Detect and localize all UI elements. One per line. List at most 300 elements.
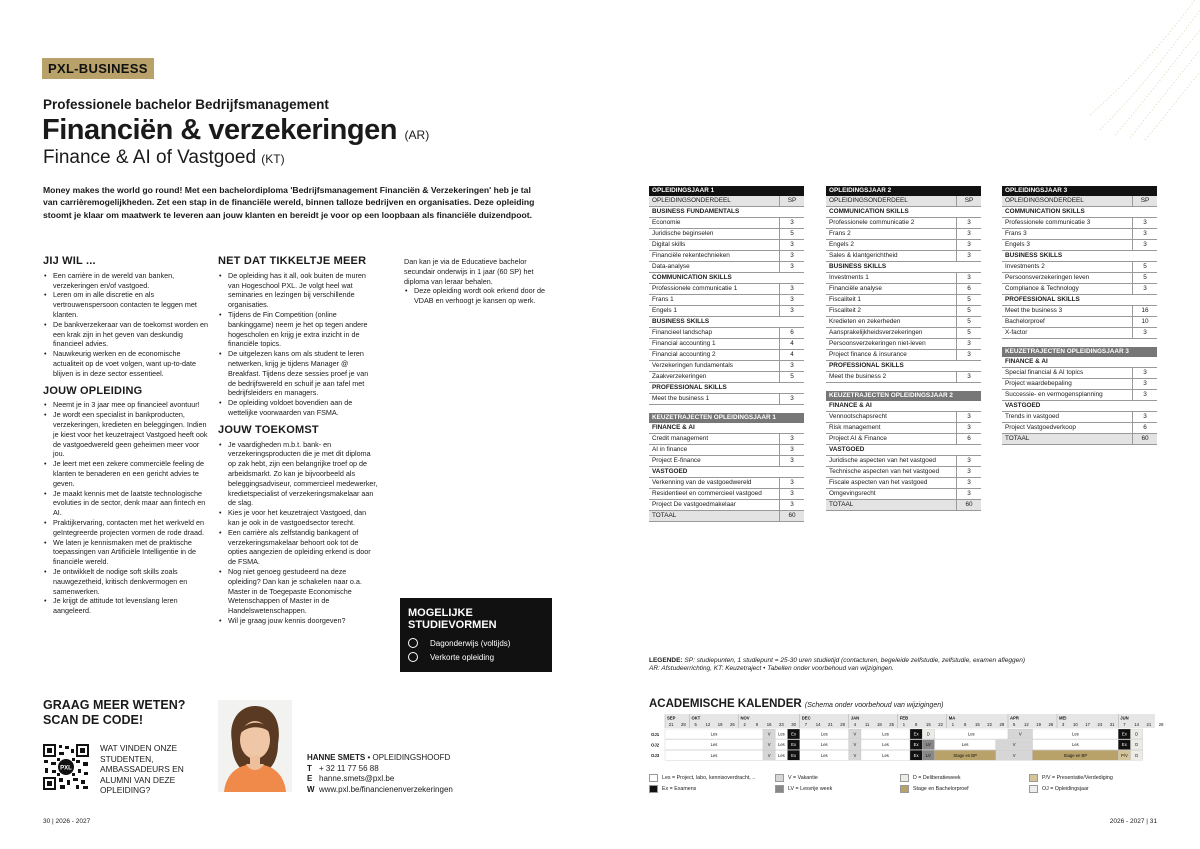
week-date-label: 28	[681, 722, 686, 727]
legend-text: OJ = Opleidingsjaar	[1042, 786, 1089, 792]
jij-wil-heading: JIJ WIL ...	[43, 255, 96, 267]
course-name: Successie- en vermogensplanning	[1002, 390, 1133, 401]
month-label: MEI	[1059, 715, 1067, 721]
meer-weten-heading	[43, 698, 185, 728]
net-dat-list	[218, 271, 378, 418]
course-sp: 6	[1133, 423, 1158, 434]
course-sp: 3	[780, 284, 805, 295]
calendar-segment-label: V	[853, 752, 857, 758]
calendar-segment-label: Les	[1071, 731, 1079, 737]
legend-label: LEGENDE:	[649, 657, 683, 664]
course-sp	[957, 445, 982, 456]
course-name: Frans 2	[826, 229, 957, 240]
calendar-segment-label: Les	[882, 752, 889, 758]
contact-phone-line	[307, 764, 453, 775]
calendar-segment-label: D	[1135, 731, 1139, 737]
calendar-segment-label: LV	[925, 742, 931, 748]
course-name: Bachelorproef	[1002, 317, 1133, 328]
list-item: • Neemt je in 3 jaar mee op financieel avontuur!	[53, 400, 208, 410]
contact-email[interactable]: hanne.smets@pxl.be	[319, 774, 395, 783]
legend-text: LV = Lesvrije week	[788, 786, 833, 792]
course-row	[649, 295, 804, 306]
course-sp: 3	[780, 456, 805, 467]
contact-block	[307, 753, 453, 795]
page-title-secondary	[43, 147, 285, 169]
table-header-row	[649, 186, 804, 196]
course-row	[826, 467, 981, 478]
course-sp: 3	[780, 394, 805, 405]
category-row	[649, 273, 804, 284]
legend-swatch	[900, 774, 909, 782]
title2-text: Finance & AI of Vastgoed	[43, 147, 257, 168]
list-item: • Deze opleiding wordt ook erkend door de VDAB en verhoogt je kansen op werk.	[414, 286, 554, 306]
course-sp: 60	[1133, 434, 1158, 445]
course-sp: 3	[780, 262, 805, 273]
course-row	[1002, 328, 1157, 339]
course-name: PROFESSIONAL SKILLS	[826, 361, 957, 372]
contact-phone[interactable]: + 32 11 77 56 88	[319, 763, 379, 773]
course-sp: 3	[1133, 218, 1158, 229]
calendar-legend-item	[775, 774, 818, 782]
course-sp	[957, 401, 982, 412]
course-name: OPLEIDINGSONDERDEEL	[826, 196, 957, 207]
course-name: Engels 2	[826, 240, 957, 251]
course-sp: 3	[780, 478, 805, 489]
week-date-label: 7	[1123, 722, 1126, 727]
course-row	[826, 383, 981, 392]
course-name: Sales & klantgerichtheid	[826, 251, 957, 262]
course-sp: 3	[957, 412, 982, 423]
table-header-row	[1002, 186, 1157, 196]
contact-web-line	[307, 785, 453, 796]
year-label: OJ2	[651, 742, 660, 748]
week-date-label: 21	[1146, 722, 1152, 727]
calendar-segment-label: Les	[882, 742, 889, 748]
total-row	[1002, 434, 1157, 445]
calendar-segment-label: D	[1135, 752, 1139, 758]
clock-circle-icon	[408, 652, 418, 662]
course-row	[826, 456, 981, 467]
week-date-label: 5	[694, 722, 697, 727]
course-sp: 3	[957, 456, 982, 467]
list-item: • De uitgelezen kans om als student te leren netwerken, krijg je tijdens Manager @ Breakfast. Tijdens deze sessies proef je van de bedrijfswereld en schuif je aan tafel met bedrijfsleiders en managers.	[228, 349, 378, 398]
week-date-label: 1	[951, 722, 955, 727]
faculty-badge: PXL-BUSINESS	[42, 58, 154, 79]
week-date-label: 16	[766, 722, 772, 727]
legend-swatch	[649, 774, 658, 782]
calendar-legend-item	[775, 785, 832, 793]
contact-photo	[218, 700, 292, 792]
curriculum-table-year-2	[826, 186, 981, 511]
course-name: Fiscaliteit 2	[826, 306, 957, 317]
week-date-label: 26	[1048, 722, 1054, 727]
year-label: OJ1	[651, 731, 660, 737]
calendar-segment-label: Ex	[913, 752, 919, 758]
course-sp	[780, 405, 805, 414]
course-name: KEUZETRAJECTEN OPLEIDINGSJAAR 1	[649, 413, 780, 423]
jouw-toekomst-list	[218, 440, 378, 626]
course-name: Vennootschapsrecht	[826, 412, 957, 423]
week-date-label: 8	[963, 722, 967, 727]
course-row	[1002, 273, 1157, 284]
course-name: OPLEIDINGSJAAR 2	[826, 186, 957, 196]
course-name: VASTGOED	[649, 467, 780, 478]
studievormen-box	[400, 598, 552, 672]
list-item: • Je maakt kennis met de laatste technologische evoluties in de sector, denk maar aan fintech en AI.	[53, 489, 208, 518]
course-name: Financiële analyse	[826, 284, 957, 295]
week-date-label: 22	[938, 722, 943, 727]
category-row	[649, 317, 804, 328]
course-sp	[1133, 207, 1158, 218]
legend-text: Les = Project, labo, kennisoverdracht, ..	[662, 775, 756, 781]
course-name: Fiscale aspecten van het vastgoed	[826, 478, 957, 489]
course-sp	[780, 186, 805, 196]
course-row	[826, 273, 981, 284]
course-name: COMMUNICATION SKILLS	[1002, 207, 1133, 218]
course-sp: 60	[780, 511, 805, 522]
calendar-segment-label: Les	[820, 731, 828, 737]
calendar-segment-label: Les	[820, 752, 828, 758]
course-row	[1002, 368, 1157, 379]
course-sp: 5	[957, 328, 982, 339]
course-sp	[957, 186, 982, 196]
qr-code-icon[interactable]	[43, 744, 89, 790]
course-row	[826, 196, 981, 207]
course-sp	[1133, 295, 1158, 306]
course-sp	[957, 383, 982, 392]
course-name: OPLEIDINGSONDERDEEL	[649, 196, 780, 207]
course-name: Risk management	[826, 423, 957, 434]
list-item: • Tijdens de Fin Competition (online bankinggame) neem je het op tegen andere hogescholen en krijg je extra inzicht in de financiële topics.	[228, 310, 378, 349]
week-date-label: 19	[1036, 722, 1041, 727]
jouw-toekomst-heading: JOUW TOEKOMST	[218, 423, 319, 436]
course-sp: 6	[957, 434, 982, 445]
course-row	[1002, 262, 1157, 273]
course-sp: SP	[780, 196, 805, 207]
course-sp: 3	[780, 500, 805, 511]
course-sp: 5	[780, 229, 805, 240]
contact-web[interactable]: www.pxl.be/financienenverzekeringen	[319, 784, 453, 794]
list-item: • Je vaardigheden m.b.t. bank- en verzekeringsproducten die je met dit diploma op zak hebt, zijn een belangrijke troef op de arbeidsmarkt. Zo kan je bijvoorbeeld als beleggingsadviseur, commercieel medewerker, kredietspecialist of verzekeringsmakelaar aan de slag.	[228, 440, 378, 509]
course-row	[826, 218, 981, 229]
legend-swatch	[649, 785, 658, 793]
course-sp	[780, 467, 805, 478]
category-row	[1002, 295, 1157, 306]
studievorm-option-dag	[408, 638, 510, 648]
course-name: Professionele communicatie 3	[1002, 218, 1133, 229]
month-label: SEP	[667, 715, 676, 721]
calendar-segment-label: Les	[710, 731, 718, 737]
calendar-note: (Schema onder voorbehoud van wijzigingen)	[804, 702, 944, 709]
course-sp: 3	[957, 339, 982, 350]
course-row	[649, 489, 804, 500]
course-sp	[780, 317, 805, 328]
calendar-segment-label: Les	[1071, 742, 1079, 748]
course-name: Investments 2	[1002, 262, 1133, 273]
course-sp: 3	[780, 251, 805, 262]
course-sp: 3	[780, 295, 805, 306]
week-date-label: 5	[1012, 722, 1016, 727]
course-name: Engels 3	[1002, 240, 1133, 251]
course-sp	[780, 207, 805, 218]
column-1	[43, 257, 208, 624]
course-row	[826, 434, 981, 445]
calendar-segment-label: V	[853, 731, 857, 737]
studievorm-label: Dagonderwijs (voltijds)	[430, 638, 511, 648]
week-date-label: 21	[828, 722, 833, 727]
course-sp: 3	[780, 306, 805, 317]
course-row	[649, 361, 804, 372]
course-sp	[780, 273, 805, 284]
course-sp: 3	[1133, 390, 1158, 401]
course-name: Compliance & Technology	[1002, 284, 1133, 295]
course-sp	[957, 207, 982, 218]
curriculum-table-year-1	[649, 186, 804, 522]
course-sp	[1133, 357, 1158, 368]
list-item: • De bankverzekeraar van de toekomst worden en een krak zijn in het geven van deskundig financieel advies.	[53, 320, 208, 349]
course-sp: 10	[1133, 317, 1158, 328]
course-row	[1002, 423, 1157, 434]
course-name: Project AI & Finance	[826, 434, 957, 445]
course-sp	[780, 383, 805, 394]
course-sp: 3	[957, 423, 982, 434]
course-name	[826, 383, 957, 392]
course-row	[1002, 229, 1157, 240]
calendar-segment-label: P/V	[1121, 752, 1128, 758]
course-row	[649, 240, 804, 251]
course-name: Zaakverzekeringen	[649, 372, 780, 383]
category-row	[826, 262, 981, 273]
month-label: JUN	[1120, 715, 1129, 721]
week-date-label: 4	[853, 722, 857, 727]
course-row	[1002, 306, 1157, 317]
calendar-segment-label: Les	[967, 731, 975, 737]
month-label: JAN	[850, 715, 860, 721]
course-name: Project De vastgoedmakelaar	[649, 500, 780, 511]
course-row	[826, 489, 981, 500]
course-sp: 5	[957, 295, 982, 306]
course-name: Project Vastgoedverkoop	[1002, 423, 1133, 434]
month-label: MA	[948, 715, 956, 721]
course-sp: 3	[1133, 379, 1158, 390]
course-row	[826, 284, 981, 295]
curriculum-legend	[649, 657, 1069, 673]
list-item: • Je wordt een specialist in bankproducten, verzekeringen, kredieten en beleggingen. Indien je kiest voor het keuzetraject Vastgoed heeft ook de vastgoedwereld geen geheimen meer voor jou.	[53, 410, 208, 459]
legend-line2: AR: Afstudeerrichting, KT: Keuzetraject • Tabellen onder voorbehoud van wijzigingen.	[649, 665, 894, 673]
course-name: COMMUNICATION SKILLS	[649, 273, 780, 284]
week-date-label: 29	[999, 722, 1005, 727]
course-row	[826, 295, 981, 306]
course-sp: 3	[957, 467, 982, 478]
course-row	[649, 394, 804, 405]
calendar-legend-item	[900, 774, 961, 782]
category-row	[1002, 401, 1157, 412]
course-sp: SP	[1133, 196, 1158, 207]
course-name: BUSINESS SKILLS	[826, 262, 957, 273]
category-row	[826, 361, 981, 372]
calendar-segment-label: Les	[710, 742, 718, 748]
total-row	[649, 511, 804, 522]
calendar-segment-label: Stage en BP	[1063, 752, 1088, 758]
course-row	[826, 229, 981, 240]
month-label: APR	[1010, 715, 1019, 721]
list-item: • Nog niet genoeg gestudeerd na deze opleiding? Dan kan je schakelen naar o.a. Master in de Toegepaste Economische Wetenschappen of Master in de Handelswetenschappen.	[228, 567, 378, 616]
course-row	[649, 196, 804, 207]
course-row	[1002, 317, 1157, 328]
course-name: BUSINESS SKILLS	[649, 317, 780, 328]
course-row	[826, 306, 981, 317]
category-row	[826, 445, 981, 456]
course-name: Technische aspecten van het vastgoed	[826, 467, 957, 478]
studievorm-option-verkort	[408, 652, 494, 662]
course-sp	[1133, 339, 1158, 348]
course-sp	[1133, 186, 1158, 196]
title-tag: (AR)	[404, 128, 430, 142]
calendar-segment-label: Les	[710, 752, 718, 758]
week-date-label: 11	[864, 722, 870, 727]
category-row	[1002, 251, 1157, 262]
course-name: Professionele communicatie 1	[649, 284, 780, 295]
course-row	[826, 317, 981, 328]
circle-icon	[408, 638, 418, 648]
course-row	[1002, 339, 1157, 348]
list-item: • Wil je graag jouw kennis doorgeven?	[228, 616, 378, 626]
contact-name: HANNE SMETS	[307, 753, 366, 762]
course-sp: 3	[1133, 412, 1158, 423]
table-header-row	[826, 391, 981, 401]
course-sp	[957, 361, 982, 372]
course-name: Financial accounting 2	[649, 350, 780, 361]
course-sp: 5	[957, 306, 982, 317]
course-row	[826, 240, 981, 251]
course-name: BUSINESS SKILLS	[1002, 251, 1133, 262]
calendar-segment-label: Ex	[791, 752, 797, 758]
meer-weten-line1: GRAAG MEER WETEN?	[43, 698, 186, 712]
email-label: E	[307, 774, 313, 783]
calendar-segment-label: Les	[961, 742, 969, 748]
qr-caption: WAT VINDEN ONZE STUDENTEN, AMBASSADEURS EN ALUMNI VAN DEZE OPLEIDING?	[100, 743, 184, 795]
list-item: • De opleiding has it all, ook buiten de muren van Hogeschool PXL. Je volgt heel wat seminaries en lezingen bij verschillende organisaties.	[228, 271, 378, 310]
course-sp: 16	[1133, 306, 1158, 317]
calendar-segment-label: V	[1012, 752, 1016, 758]
week-date-label: 28	[840, 722, 845, 727]
calendar-segment-label: V	[1018, 731, 1022, 737]
course-sp	[957, 391, 982, 401]
course-row	[649, 372, 804, 383]
course-row	[649, 456, 804, 467]
course-sp: 3	[957, 273, 982, 284]
course-sp	[957, 262, 982, 273]
course-name	[649, 405, 780, 414]
course-name: VASTGOED	[1002, 401, 1133, 412]
course-name: X-factor	[1002, 328, 1133, 339]
category-row	[649, 383, 804, 394]
week-date-label: 28	[1158, 722, 1164, 727]
list-item: • Je ontwikkelt de nodige soft skills zoals nauwgezetheid, kritisch denkvermogen en samenwerken.	[53, 567, 208, 596]
category-row	[1002, 207, 1157, 218]
week-date-label: 12	[1024, 722, 1029, 727]
list-item: • We laten je kennismaken met de praktische toepassingen van Artificiële Intelligentie in de financiële wereld.	[53, 538, 208, 567]
course-sp: 3	[780, 361, 805, 372]
week-date-label: 30	[791, 722, 796, 727]
web-label: W	[307, 784, 315, 794]
course-sp	[1133, 251, 1158, 262]
week-date-label: 25	[889, 722, 894, 727]
course-name	[1002, 339, 1133, 348]
course-name: Trends in vastgoed	[1002, 412, 1133, 423]
course-row	[649, 478, 804, 489]
contact-email-line	[307, 774, 453, 785]
course-row	[1002, 284, 1157, 295]
list-item: • Je leert met een zekere commerciële feeling de klanten te benaderen en een gericht advies te geven.	[53, 459, 208, 488]
course-name: Verzekeringen fundamentals	[649, 361, 780, 372]
course-name: VASTGOED	[826, 445, 957, 456]
week-date-label: 14	[815, 722, 821, 727]
course-row	[649, 434, 804, 445]
calendar-legend-item	[900, 785, 969, 793]
studievormen-heading-2: STUDIEVORMEN	[408, 619, 497, 631]
course-name: Meet the business 3	[1002, 306, 1133, 317]
course-row	[826, 328, 981, 339]
jouw-opleiding-heading: JOUW OPLEIDING	[43, 384, 143, 397]
col3-paragraph: Dan kan je via de Educatieve bachelor secundair onderwijs in 1 jaar (60 SP) het diploma van leraar behalen.	[404, 257, 534, 286]
column-2	[218, 257, 378, 634]
year-label: OJ3	[651, 753, 660, 758]
course-sp	[1133, 401, 1158, 412]
list-item: • De opleiding voldoet bovendien aan de wettelijke voorwaarden van FSMA.	[228, 398, 378, 418]
week-date-label: 21	[668, 722, 674, 727]
week-date-label: 10	[1073, 722, 1078, 727]
calendar-segment-label: Ex	[1121, 742, 1127, 748]
week-date-label: 2	[743, 722, 746, 727]
course-name: FINANCE & AI	[1002, 357, 1133, 368]
calendar-segment-label: Ex	[913, 731, 919, 737]
course-name: Frans 1	[649, 295, 780, 306]
studievormen-heading-1: MOGELIJKE	[408, 607, 473, 619]
course-name: TOTAAL	[1002, 434, 1133, 445]
calendar-segment-label: V	[767, 742, 771, 748]
course-row	[649, 500, 804, 511]
legend-swatch	[900, 785, 909, 793]
column-3	[404, 257, 554, 314]
calendar-title-text: ACADEMISCHE KALENDER	[649, 698, 802, 710]
course-name: Engels 1	[649, 306, 780, 317]
course-name: Juridische aspecten van het vastgoed	[826, 456, 957, 467]
category-row	[649, 423, 804, 434]
legend-text: D = Deliberatieweek	[913, 775, 961, 781]
course-row	[649, 405, 804, 414]
calendar-segment-label: Les	[777, 752, 785, 758]
week-date-label: 18	[877, 722, 882, 727]
course-sp: 3	[780, 445, 805, 456]
course-name: Kredieten en zekerheden	[826, 317, 957, 328]
intro-text: Money makes the world go round! Met een bachelordiploma 'Bedrijfsmanagement Financiën & Verzekeringen' heb je tal van carrièremogelijkheden. Zet een stap in de financiële wereld, binnen talloze bedrijven en organisaties. Deze opleiding stoomt je klaar om maatwerk te leveren aan jouw klanten en bereidt je voor op een loopbaan als financiële duizendpoot.	[43, 185, 535, 220]
course-sp: 3	[1133, 240, 1158, 251]
course-row	[826, 412, 981, 423]
course-sp: 5	[1133, 273, 1158, 284]
program-subtitle: Professionele bachelor Bedrijfsmanagement	[43, 97, 329, 112]
legend-text: Stage en Bachelorproef	[913, 786, 969, 792]
calendar-segment-label: V	[767, 731, 771, 737]
month-label: OKT	[691, 715, 701, 721]
week-date-label: 14	[1134, 722, 1139, 727]
week-date-label: 23	[779, 722, 784, 727]
course-row	[1002, 379, 1157, 390]
course-name: FINANCE & AI	[826, 401, 957, 412]
legend-swatch	[1029, 785, 1038, 793]
week-date-label: 26	[730, 722, 735, 727]
course-row	[649, 445, 804, 456]
